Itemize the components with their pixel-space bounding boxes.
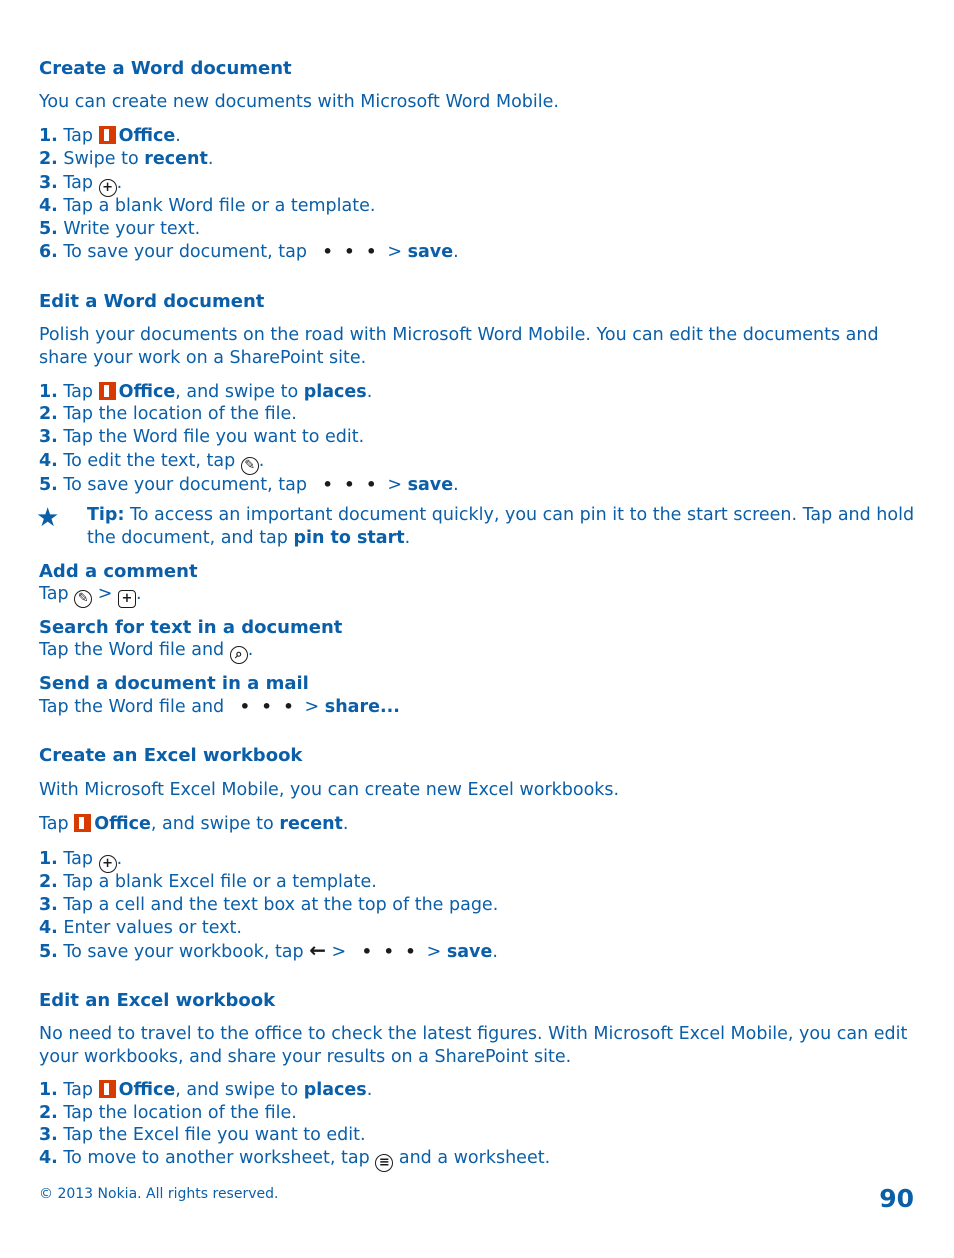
- step-edit-excel-4: 4. To move to another worksheet, tap ≡ and a worksheet.: [39, 1148, 551, 1170]
- copyright: © 2013 Nokia. All rights reserved.: [39, 1186, 279, 1202]
- send-mail-text: Tap the Word file and • • • > share...: [39, 697, 400, 717]
- star-icon: ★: [36, 503, 60, 533]
- step-edit-word-5: 5. To save your document, tap • • • > save.: [39, 475, 459, 495]
- search-text: Tap the Word file and ⌕ .: [39, 640, 254, 662]
- heading-edit-word: Edit a Word document: [39, 291, 265, 312]
- page-number: 90: [879, 1184, 914, 1213]
- step-edit-word-4: 4. To edit the text, tap ✎ .: [39, 451, 265, 473]
- step-create-word-1: 1. Tap Office.: [39, 126, 181, 146]
- intro-edit-word-line-2: share your work on a SharePoint site.: [39, 348, 367, 368]
- comment-icon: +: [118, 590, 136, 608]
- more-dots-icon: • • •: [239, 697, 297, 716]
- step-edit-word-2: 2. Tap the location of the file.: [39, 404, 297, 424]
- tip-line-1: Tip: To access an important document quickly, you can pin it to the start screen. Tap and hold: [87, 505, 915, 525]
- heading-create-word: Create a Word document: [39, 58, 292, 79]
- plus-circle-icon: +: [99, 179, 117, 197]
- plus-circle-icon: +: [99, 855, 117, 873]
- step-create-word-4: 4. Tap a blank Word file or a template.: [39, 196, 376, 216]
- step-edit-word-1: 1. Tap Office, and swipe to places.: [39, 382, 373, 402]
- step-edit-excel-1: 1. Tap Office, and swipe to places.: [39, 1080, 373, 1100]
- office-icon: [74, 814, 91, 832]
- step-create-word-2: 2. Swipe to recent.: [39, 149, 214, 169]
- search-circle-icon: ⌕: [230, 646, 248, 664]
- more-dots-icon: • • •: [361, 942, 419, 961]
- step-create-excel-1: 1. Tap + .: [39, 849, 123, 871]
- office-icon: [99, 382, 116, 400]
- pencil-circle-icon: ✎: [74, 590, 92, 608]
- heading-send-mail: Send a document in a mail: [39, 673, 309, 694]
- step-edit-word-3: 3. Tap the Word file you want to edit.: [39, 427, 365, 447]
- step-create-excel-3: 3. Tap a cell and the text box at the top of the page.: [39, 895, 499, 915]
- sheets-icon: ≡: [375, 1154, 393, 1172]
- heading-edit-excel: Edit an Excel workbook: [39, 990, 276, 1011]
- pencil-circle-icon: ✎: [241, 457, 259, 475]
- step-create-excel-4: 4. Enter values or text.: [39, 918, 242, 938]
- create-excel-tap: Tap Office, and swipe to recent.: [39, 814, 349, 834]
- step-create-excel-5: 5. To save your workbook, tap ← > • • • > save.: [39, 938, 498, 962]
- tip-line-2: the document, and tap pin to start.: [87, 528, 411, 548]
- office-icon: [99, 1080, 116, 1098]
- add-comment-text: Tap ✎ > + .: [39, 584, 142, 606]
- step-create-word-6: 6. To save your document, tap • • • > save.: [39, 242, 459, 262]
- step-create-word-3: 3. Tap + .: [39, 173, 123, 195]
- back-arrow-icon: ←: [309, 938, 326, 962]
- intro-edit-excel-line-1: No need to travel to the office to check the latest figures. With Microsoft Excel Mobile, you can edit: [39, 1024, 908, 1044]
- step-create-word-5: 5. Write your text.: [39, 219, 201, 239]
- more-dots-icon: • • •: [322, 475, 380, 494]
- office-icon: [99, 126, 116, 144]
- step-create-excel-2: 2. Tap a blank Excel file or a template.: [39, 872, 377, 892]
- heading-search-text: Search for text in a document: [39, 617, 343, 638]
- step-edit-excel-2: 2. Tap the location of the file.: [39, 1103, 297, 1123]
- step-edit-excel-3: 3. Tap the Excel file you want to edit.: [39, 1125, 366, 1145]
- intro-create-word: You can create new documents with Microsoft Word Mobile.: [39, 92, 559, 112]
- intro-edit-excel-line-2: your workbooks, and share your results on a SharePoint site.: [39, 1047, 572, 1067]
- intro-edit-word-line-1: Polish your documents on the road with Microsoft Word Mobile. You can edit the documents and: [39, 325, 879, 345]
- heading-add-comment: Add a comment: [39, 561, 198, 582]
- more-dots-icon: • • •: [322, 242, 380, 261]
- intro-create-excel: With Microsoft Excel Mobile, you can create new Excel workbooks.: [39, 780, 620, 800]
- heading-create-excel: Create an Excel workbook: [39, 745, 303, 766]
